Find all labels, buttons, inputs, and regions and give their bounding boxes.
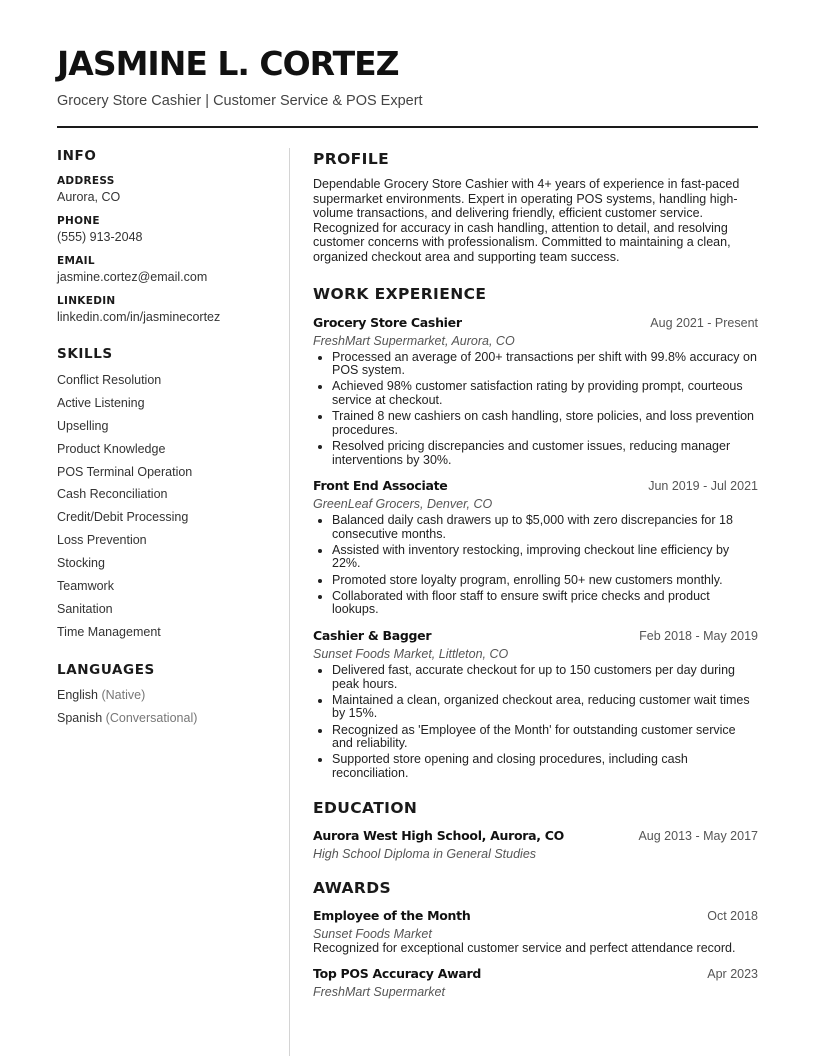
bullet-item: • Promoted store loyalty program, enrolling 50+ new customers monthly. bbox=[332, 574, 758, 588]
bullet-item: • Assisted with inventory restocking, improving checkout line efficiency by 22%. bbox=[332, 544, 758, 571]
bullet-item: • Balanced daily cash drawers up to $5,000 with zero discrepancies for 18 consecutive months. bbox=[332, 514, 758, 541]
skill-item: Stocking bbox=[57, 556, 105, 571]
award-org: FreshMart Supermarket bbox=[313, 985, 445, 1000]
skill-item: Cash Reconciliation bbox=[57, 487, 168, 502]
job-company: Sunset Foods Market, Littleton, CO bbox=[313, 647, 509, 662]
info-linkedin bbox=[57, 295, 277, 324]
info-label: EMAIL bbox=[57, 255, 95, 267]
info-label: PHONE bbox=[57, 215, 100, 227]
school-name: Aurora West High School, Aurora, CO bbox=[313, 827, 565, 843]
info-phone bbox=[57, 215, 277, 244]
right-column bbox=[313, 150, 758, 999]
language-level: (Conversational) bbox=[105, 710, 198, 725]
job-title: Cashier & Bagger bbox=[313, 628, 432, 644]
left-column bbox=[57, 148, 277, 730]
skill-item: Time Management bbox=[57, 624, 161, 639]
skill-item: Credit/Debit Processing bbox=[57, 510, 189, 525]
profile-heading: PROFILE bbox=[313, 150, 390, 168]
bullet-item: • Recognized as 'Employee of the Month' for outstanding customer service and reliability. bbox=[332, 724, 758, 751]
skill-item: Conflict Resolution bbox=[57, 373, 162, 387]
bullet-item: • Processed an average of 200+ transactions per shift with 99.8% accuracy on POS system. bbox=[332, 351, 758, 378]
job-date: Feb 2018 - May 2019 bbox=[639, 629, 758, 644]
language-item bbox=[57, 684, 277, 707]
award-entry bbox=[313, 966, 758, 999]
language-name: Spanish bbox=[57, 710, 103, 725]
skill-item: Loss Prevention bbox=[57, 533, 147, 548]
award-entry bbox=[313, 908, 758, 956]
award-title: Employee of the Month bbox=[313, 907, 471, 923]
awards-heading: AWARDS bbox=[313, 878, 392, 897]
language-item bbox=[57, 707, 277, 730]
award-title: Top POS Accuracy Award bbox=[313, 966, 481, 982]
education-entry bbox=[313, 828, 758, 861]
header-divider bbox=[57, 126, 758, 128]
info-value: (555) 913-2048 bbox=[57, 230, 143, 244]
award-org: Sunset Foods Market bbox=[313, 926, 432, 941]
job-title: Grocery Store Cashier bbox=[313, 314, 462, 330]
bullet-item: • Achieved 98% customer satisfaction rating by providing prompt, courteous service at checkout. bbox=[332, 380, 758, 407]
info-heading: INFO bbox=[57, 148, 97, 164]
job-entry bbox=[313, 315, 758, 468]
award-description: Recognized for exceptional customer service and perfect attendance record. bbox=[313, 940, 736, 955]
job-date: Aug 2021 - Present bbox=[650, 315, 758, 330]
job-entry bbox=[313, 628, 758, 781]
job-bullets bbox=[313, 664, 758, 781]
language-name: English bbox=[57, 687, 98, 702]
degree: High School Diploma in General Studies bbox=[313, 846, 537, 861]
bullet-item: • Trained 8 new cashiers on cash handling, store policies, and loss prevention procedures. bbox=[332, 410, 758, 437]
info-label: LINKEDIN bbox=[57, 295, 116, 307]
candidate-name: JASMINE L. CORTEZ bbox=[57, 44, 399, 83]
skills-list bbox=[57, 369, 277, 644]
info-email bbox=[57, 255, 277, 284]
candidate-headline: Grocery Store Cashier | Customer Service & POS Expert bbox=[57, 93, 423, 109]
language-level: (Native) bbox=[101, 687, 146, 702]
bullet-item: • Supported store opening and closing procedures, including cash reconciliation. bbox=[332, 753, 758, 780]
award-date: Oct 2018 bbox=[707, 908, 758, 923]
award-date: Apr 2023 bbox=[707, 967, 758, 982]
skill-item: Product Knowledge bbox=[57, 441, 166, 456]
info-label: ADDRESS bbox=[57, 175, 115, 187]
job-date: Jun 2019 - Jul 2021 bbox=[648, 479, 758, 494]
job-entry bbox=[313, 478, 758, 617]
bullet-item: • Resolved pricing discrepancies and customer issues, reducing manager interventions by 30%. bbox=[332, 440, 758, 467]
job-bullets bbox=[313, 514, 758, 617]
skill-item: Upselling bbox=[57, 418, 109, 433]
info-value: Aurora, CO bbox=[57, 190, 121, 204]
info-value: linkedin.com/in/jasminecortez bbox=[57, 310, 221, 324]
skill-item: Sanitation bbox=[57, 601, 113, 616]
work-heading: WORK EXPERIENCE bbox=[313, 284, 487, 303]
job-company: GreenLeaf Grocers, Denver, CO bbox=[313, 497, 493, 512]
education-heading: EDUCATION bbox=[313, 798, 418, 817]
skill-item: POS Terminal Operation bbox=[57, 464, 193, 479]
job-bullets bbox=[313, 351, 758, 468]
skills-heading: SKILLS bbox=[57, 346, 113, 362]
info-address bbox=[57, 175, 277, 204]
languages-list bbox=[57, 684, 277, 730]
bullet-item: • Collaborated with floor staff to ensure swift price checks and product lookups. bbox=[332, 590, 758, 617]
languages-heading: LANGUAGES bbox=[57, 661, 155, 678]
skill-item: Active Listening bbox=[57, 395, 145, 410]
skill-item: Teamwork bbox=[57, 579, 114, 594]
column-divider bbox=[289, 148, 290, 1056]
job-title: Front End Associate bbox=[313, 478, 448, 494]
profile-summary: Dependable Grocery Store Cashier with 4+ years of experience in fast-paced supermarket environments. Expert in operating POS systems, handling high-volume transactions, and delivering friendly, efficient customer service. Recognized for accuracy in cash handling, attention to detail, and resolving customer concerns with professionalism. Committed to maintaining a clean, organized checkout area and supporting team success. bbox=[313, 177, 740, 264]
job-company: FreshMart Supermarket, Aurora, CO bbox=[313, 333, 515, 348]
bullet-item: • Delivered fast, accurate checkout for up to 150 customers per day during peak hours. bbox=[332, 664, 758, 691]
education-date: Aug 2013 - May 2017 bbox=[638, 828, 758, 843]
bullet-item: • Maintained a clean, organized checkout area, reducing customer wait times by 15%. bbox=[332, 694, 758, 721]
info-value: jasmine.cortez@email.com bbox=[57, 270, 208, 284]
